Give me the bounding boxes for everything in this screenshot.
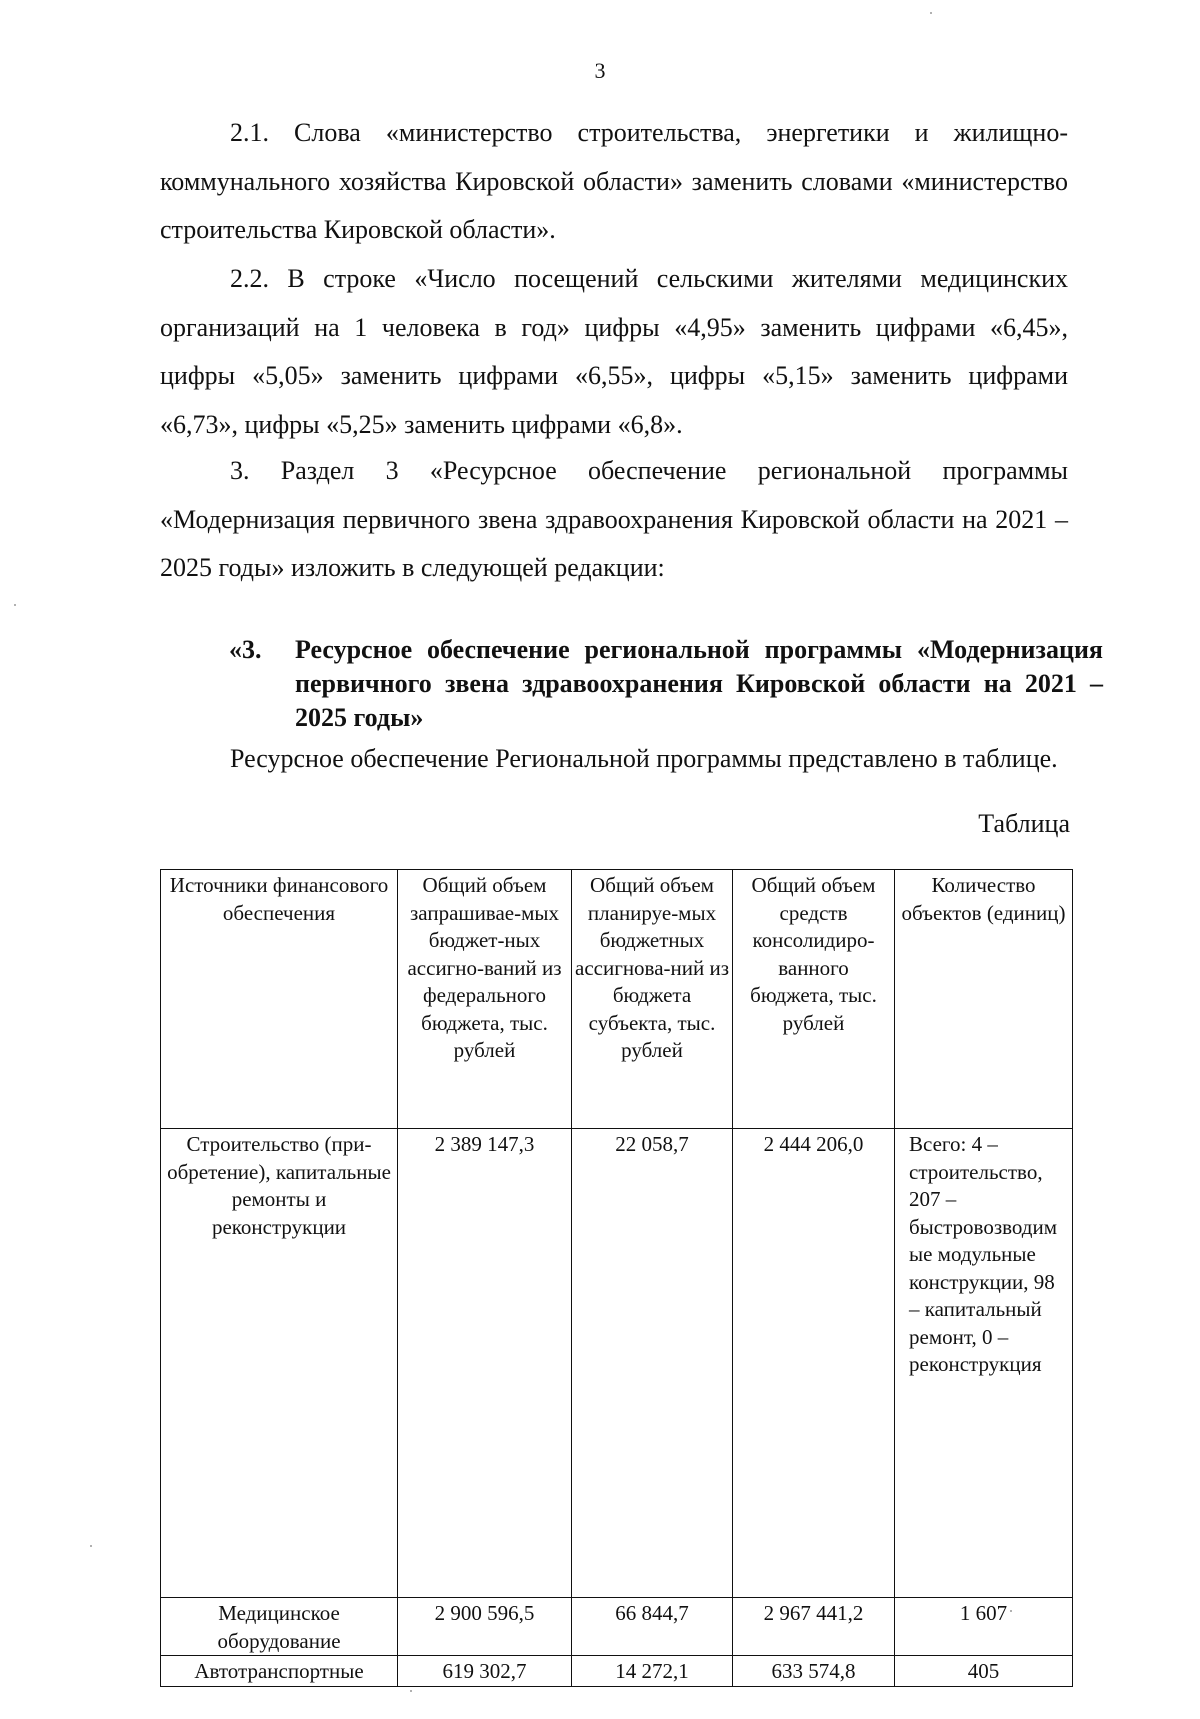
scan-speck bbox=[930, 12, 932, 14]
cell-regional: 22 058,7 bbox=[572, 1129, 733, 1598]
cell-federal: 619 302,7 bbox=[398, 1656, 572, 1687]
scan-speck bbox=[410, 1690, 412, 1692]
cell-regional: 66 844,7 bbox=[572, 1598, 733, 1656]
funding-table bbox=[160, 869, 1073, 1687]
cell-federal: 2 900 596,5 bbox=[398, 1598, 572, 1656]
page-number: 3 bbox=[594, 58, 606, 83]
paragraph-2-1: 2.1. Слова «министерство строительства, энергетики и жилищно-коммунального хозяйства Кировской области» заменить словами «министерство строительства Кировской области». bbox=[160, 118, 1068, 244]
paragraph-2-2: 2.2. В строке «Число посещений сельскими жителями медицинских организаций на 1 человека в год» цифры «4,95» заменить цифрами «6,45», цифры «5,05» заменить цифрами «6,55», цифры «5,15» заменить цифрами «6,73», цифры «5,25» заменить цифрами «6,8». bbox=[160, 264, 1068, 439]
cell-source: Медицинское оборудование bbox=[161, 1598, 398, 1656]
table-caption: Таблица bbox=[978, 809, 1070, 838]
table-header-row bbox=[161, 870, 1073, 1129]
scan-speck bbox=[90, 1545, 92, 1547]
cell-federal: 2 389 147,3 bbox=[398, 1129, 572, 1598]
table-row bbox=[161, 1129, 1073, 1598]
section-heading-title: Ресурсное обеспечение региональной программы «Модернизация первичного звена здравоохранения Кировской области на 2021 – 2025 годы» bbox=[295, 635, 1103, 732]
cell-objects: 405 bbox=[895, 1656, 1073, 1687]
cell-regional: 14 272,1 bbox=[572, 1656, 733, 1687]
header-consolidated: Общий объем средств консолидиро-ванного бюджета, тыс. рублей bbox=[733, 870, 895, 1129]
table-row bbox=[161, 1598, 1073, 1656]
scan-speck bbox=[14, 604, 16, 606]
cell-objects: 1 607 bbox=[895, 1598, 1073, 1656]
cell-source: Строительство (при-обретение), капитальные ремонты и реконструкции bbox=[161, 1129, 398, 1598]
scan-speck bbox=[1010, 1610, 1012, 1612]
paragraph-3: 3. Раздел 3 «Ресурсное обеспечение региональной программы «Модернизация первичного звена здравоохранения Кировской области на 2021 – 2025 годы» изложить в следующей редакции: bbox=[160, 456, 1068, 582]
cell-source: Автотранспортные bbox=[161, 1656, 398, 1687]
cell-objects: Всего: 4 – строительство, 207 – быстровозводимые модульные конструкции, 98 – капитальный ремонт, 0 – реконструкция bbox=[895, 1129, 1073, 1598]
header-objects: Количество объектов (единиц) bbox=[895, 870, 1073, 1129]
header-sources: Источники финансового обеспечения bbox=[161, 870, 398, 1129]
table-intro-text: Ресурсное обеспечение Региональной программы представлено в таблице. bbox=[230, 744, 1058, 773]
cell-consolidated: 2 444 206,0 bbox=[733, 1129, 895, 1598]
cell-consolidated: 2 967 441,2 bbox=[733, 1598, 895, 1656]
cell-consolidated: 633 574,8 bbox=[733, 1656, 895, 1687]
header-regional: Общий объем планируе-мых бюджетных ассигнова-ний из бюджета субъекта, тыс. рублей bbox=[572, 870, 733, 1129]
table-row bbox=[161, 1656, 1073, 1687]
header-federal: Общий объем запрашивае-мых бюджет-ных ассигно-ваний из федерального бюджета, тыс. рублей bbox=[398, 870, 572, 1129]
section-heading-number: «3. bbox=[229, 635, 262, 664]
